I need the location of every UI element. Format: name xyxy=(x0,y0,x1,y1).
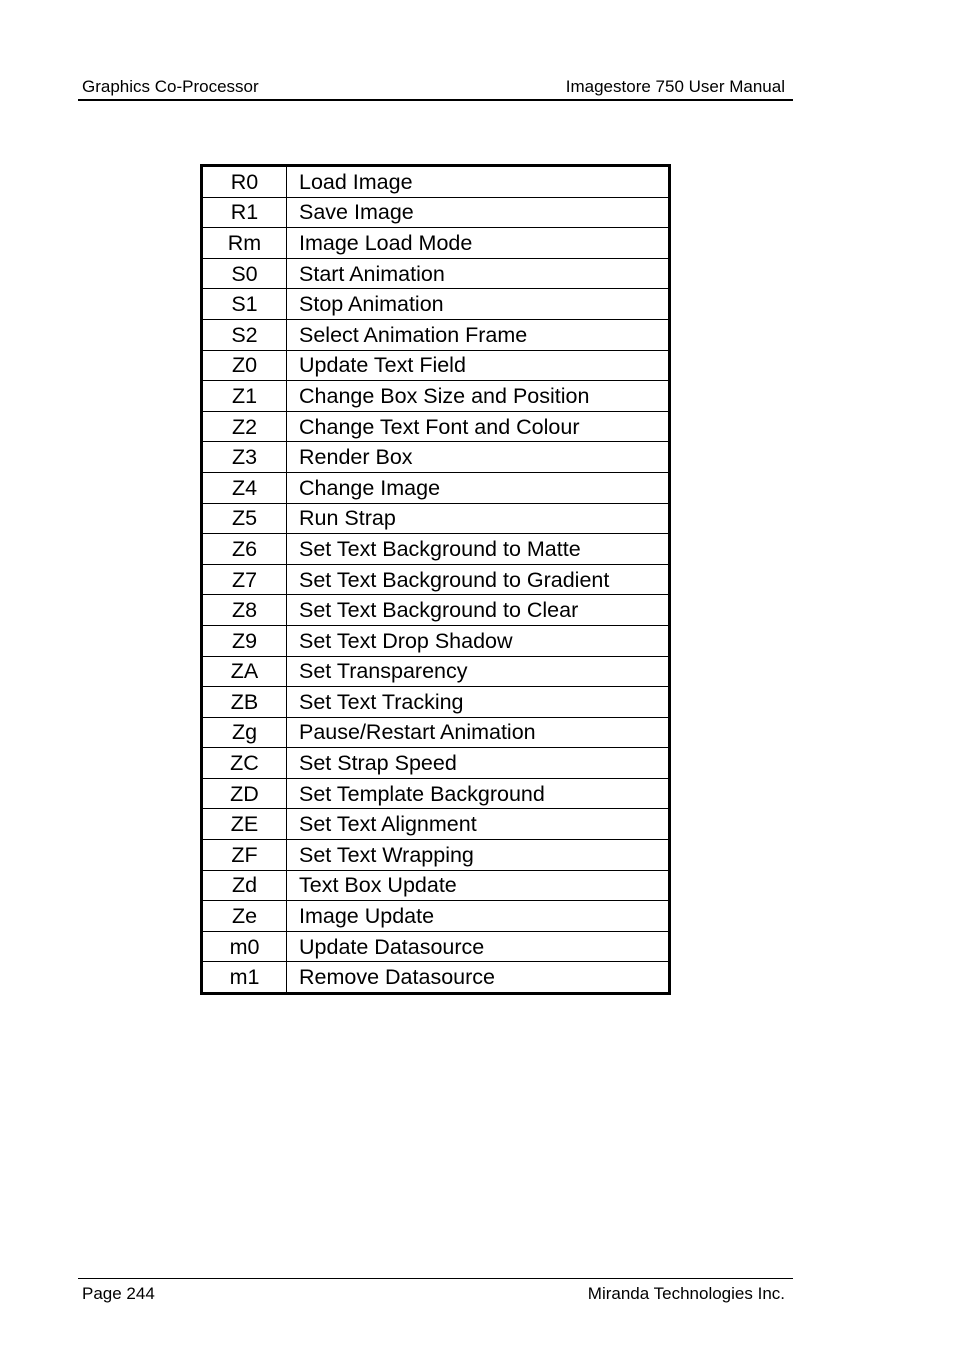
command-code: Zg xyxy=(202,717,287,748)
table-row xyxy=(202,962,670,994)
command-description: Run Strap xyxy=(287,503,670,534)
command-description: Set Text Wrapping xyxy=(287,840,670,871)
command-code: Z8 xyxy=(202,595,287,626)
table-row xyxy=(202,748,670,779)
table-row xyxy=(202,656,670,687)
table-row xyxy=(202,319,670,350)
command-description: Select Animation Frame xyxy=(287,319,670,350)
command-description: Remove Datasource xyxy=(287,962,670,994)
command-code: ZD xyxy=(202,778,287,809)
company-name: Miranda Technologies Inc. xyxy=(587,1284,785,1303)
table-row xyxy=(202,687,670,718)
header-section-title: Graphics Co-Processor xyxy=(82,77,259,96)
table-row xyxy=(202,503,670,534)
command-description: Update Datasource xyxy=(287,931,670,962)
command-description: Change Image xyxy=(287,472,670,503)
table-row xyxy=(202,411,670,442)
command-description: Set Strap Speed xyxy=(287,748,670,779)
command-code: ZA xyxy=(202,656,287,687)
command-code: Z2 xyxy=(202,411,287,442)
table-row xyxy=(202,442,670,473)
command-code: Z1 xyxy=(202,381,287,412)
command-description: Render Box xyxy=(287,442,670,473)
table-row xyxy=(202,870,670,901)
command-code: ZF xyxy=(202,840,287,871)
command-description: Set Text Alignment xyxy=(287,809,670,840)
table-row xyxy=(202,901,670,932)
command-code: m1 xyxy=(202,962,287,994)
command-table xyxy=(200,164,671,995)
command-code: Z3 xyxy=(202,442,287,473)
command-code: Z9 xyxy=(202,625,287,656)
page-number: Page 244 xyxy=(82,1284,155,1303)
command-description: Pause/Restart Animation xyxy=(287,717,670,748)
command-description: Image Update xyxy=(287,901,670,932)
table-row xyxy=(202,534,670,565)
table-row xyxy=(202,350,670,381)
command-description: Set Text Background to Matte xyxy=(287,534,670,565)
command-code: R1 xyxy=(202,197,287,228)
command-description: Change Box Size and Position xyxy=(287,381,670,412)
table-row xyxy=(202,258,670,289)
table-row xyxy=(202,564,670,595)
table-row xyxy=(202,595,670,626)
table-row xyxy=(202,931,670,962)
command-description: Update Text Field xyxy=(287,350,670,381)
command-description: Set Template Background xyxy=(287,778,670,809)
command-code: Z0 xyxy=(202,350,287,381)
command-code: ZC xyxy=(202,748,287,779)
command-code: Z4 xyxy=(202,472,287,503)
command-code: ZB xyxy=(202,687,287,718)
command-description: Set Text Drop Shadow xyxy=(287,625,670,656)
command-code: Z6 xyxy=(202,534,287,565)
command-code: Z5 xyxy=(202,503,287,534)
table-row xyxy=(202,625,670,656)
table-row xyxy=(202,717,670,748)
command-description: Text Box Update xyxy=(287,870,670,901)
command-code: Rm xyxy=(202,228,287,259)
command-description: Image Load Mode xyxy=(287,228,670,259)
table-row xyxy=(202,381,670,412)
command-code: m0 xyxy=(202,931,287,962)
command-code: S0 xyxy=(202,258,287,289)
command-description: Stop Animation xyxy=(287,289,670,320)
command-description: Set Transparency xyxy=(287,656,670,687)
command-code: ZE xyxy=(202,809,287,840)
header-manual-title: Imagestore 750 User Manual xyxy=(565,77,785,96)
table-row xyxy=(202,228,670,259)
command-code: R0 xyxy=(202,166,287,198)
command-description: Set Text Tracking xyxy=(287,687,670,718)
command-table-body xyxy=(202,166,670,994)
table-row xyxy=(202,166,670,198)
command-code: Z7 xyxy=(202,564,287,595)
command-description: Change Text Font and Colour xyxy=(287,411,670,442)
command-description: Set Text Background to Clear xyxy=(287,595,670,626)
command-code: S2 xyxy=(202,319,287,350)
table-row xyxy=(202,809,670,840)
page-footer xyxy=(78,1278,793,1309)
table-row xyxy=(202,289,670,320)
command-code: S1 xyxy=(202,289,287,320)
command-description: Load Image xyxy=(287,166,670,198)
command-description: Start Animation xyxy=(287,258,670,289)
command-code: Zd xyxy=(202,870,287,901)
table-row xyxy=(202,197,670,228)
table-row xyxy=(202,778,670,809)
table-row xyxy=(202,840,670,871)
table-row xyxy=(202,472,670,503)
command-description: Save Image xyxy=(287,197,670,228)
command-description: Set Text Background to Gradient xyxy=(287,564,670,595)
command-code: Ze xyxy=(202,901,287,932)
page-header xyxy=(78,76,793,101)
